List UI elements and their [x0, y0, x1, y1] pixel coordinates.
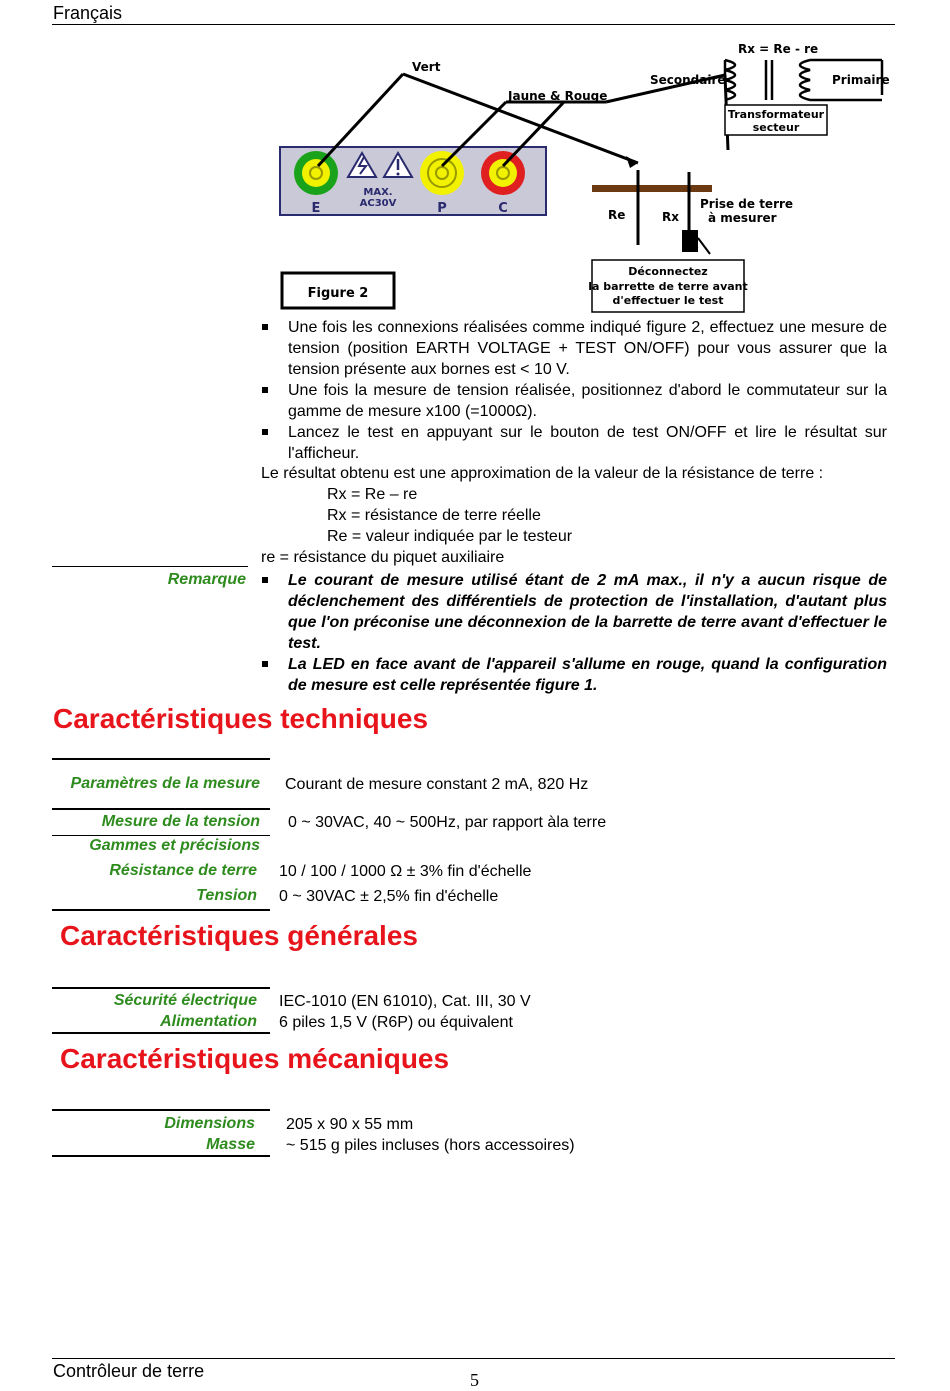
tech-rule-gammes	[52, 835, 270, 836]
label-primaire: Primaire	[832, 73, 890, 87]
formula: Rx = Re – re	[327, 486, 418, 503]
max-label: MAX.	[363, 187, 393, 198]
dim-label: Dimensions	[164, 1115, 255, 1132]
label-rx-formula: Rx = Re - re	[738, 42, 819, 56]
label-rx: Rx	[662, 210, 679, 224]
instruction-item: Une fois les connexions réalisées comme indiqué figure 2, effectuez une mesure de tension (position EARTH VOLTAGE + TEST ON/OFF) pour vous assurer que la tension présente aux bornes est < 10 V.	[262, 317, 887, 380]
label-transfo-1: Transformateur	[727, 108, 825, 121]
tension2-value: 0 ~ 30VAC ± 2,5% fin d'échelle	[279, 888, 499, 905]
resistance-value: 10 / 100 / 1000 Ω ± 3% fin d'échelle	[279, 863, 532, 880]
label-deconnect-1: Déconnectez	[628, 265, 708, 278]
meca-title: Caractéristiques mécaniques	[60, 1043, 450, 1074]
alim-label: Alimentation	[160, 1013, 257, 1030]
label-deconnect-3: d'effectuer le test	[612, 294, 724, 307]
label-transfo-2: secteur	[752, 121, 800, 134]
alim-value: 6 piles 1,5 V (R6P) ou équivalent	[279, 1014, 513, 1031]
footer-rule	[52, 1358, 895, 1359]
tension-label: Mesure de la tension	[101, 813, 260, 830]
label-secondaire: Secondaire	[650, 73, 726, 87]
tension2-label: Tension	[196, 887, 257, 904]
general-rule-top	[52, 987, 270, 989]
gammes-label: Gammes et précisions	[89, 837, 260, 854]
general-title: Caractéristiques générales	[60, 920, 418, 951]
instruction-item: Lancez le test en appuyant sur le bouton de test ON/OFF et lire le résultat sur l'afficheur.	[262, 422, 887, 464]
tech-rule-bottom	[52, 909, 270, 911]
figure-caption: Figure 2	[307, 286, 369, 301]
tech-title: Caractéristiques techniques	[53, 703, 429, 734]
terminal-p-label: P	[437, 201, 447, 216]
masse-value: ~ 515 g piles incluses (hors accessoires)	[286, 1137, 575, 1154]
general-rule-bottom	[52, 1032, 270, 1034]
tech-rule-mid	[52, 808, 270, 810]
terminal-c-inner	[489, 159, 517, 187]
label-jaune-rouge: Jaune & Rouge	[508, 89, 608, 103]
terminal-p-inner	[428, 159, 456, 187]
terminal-e-label: E	[311, 201, 321, 216]
terminal-c-label: C	[498, 201, 508, 216]
header-language: Français	[53, 3, 123, 23]
meca-rule-bottom	[52, 1155, 270, 1157]
page-number: 5	[470, 1370, 479, 1390]
result-intro: Le résultat obtenu est une approximation de la valeur de la résistance de terre :	[261, 465, 824, 482]
masse-label: Masse	[206, 1136, 255, 1153]
footer-product: Contrôleur de terre	[53, 1361, 205, 1381]
header-rule	[52, 24, 895, 25]
param-value: Courant de mesure constant 2 mA, 820 Hz	[285, 776, 589, 793]
instruction-list	[262, 317, 887, 464]
terminal-e-inner	[302, 159, 330, 187]
ground-bar	[592, 185, 712, 192]
remarque-list	[262, 570, 887, 696]
tension-value: 0 ~ 30VAC, 40 ~ 500Hz, par rapport àla terre	[288, 814, 607, 831]
meca-rule-top	[52, 1109, 270, 1111]
dim-value: 205 x 90 x 55 mm	[286, 1116, 414, 1133]
definition-re: Re = valeur indiquée par le testeur	[327, 528, 573, 545]
label-prise-2: à mesurer	[708, 211, 777, 225]
resistance-label: Résistance de terre	[109, 862, 257, 879]
definition-rx: Rx = résistance de terre réelle	[327, 507, 541, 524]
securite-value: IEC-1010 (EN 61010), Cat. III, 30 V	[279, 993, 531, 1010]
remarque-item: Le courant de mesure utilisé étant de 2 mA max., il n'y a aucun risque de déclenchement des différentiels de protection de l'installation, d'autant plus que l'on préconise une déconnexion de la barrette de terre avant d'effectuer le test.	[262, 570, 887, 654]
remarque-label: Remarque	[167, 571, 246, 588]
definition-re-small: re = résistance du piquet auxiliaire	[261, 549, 505, 566]
tech-rule-top	[52, 758, 270, 760]
ac30v-label: AC30V	[359, 198, 397, 209]
wiring-diagram	[270, 40, 900, 320]
label-vert: Vert	[412, 60, 441, 74]
instruction-item: Une fois la mesure de tension réalisée, positionnez d'abord le commutateur sur la gamme de mesure x100 (=1000Ω).	[262, 380, 887, 422]
securite-label: Sécurité électrique	[113, 992, 257, 1009]
remarque-rule	[52, 566, 248, 567]
remarque-item: La LED en face avant de l'appareil s'allume en rouge, quand la configuration de mesure est celle représentée figure 1.	[262, 654, 887, 696]
param-label: Paramètres de la mesure	[70, 775, 260, 792]
label-re: Re	[608, 208, 626, 222]
label-prise-1: Prise de terre	[700, 197, 794, 211]
label-deconnect-2: la barrette de terre avant	[588, 280, 748, 293]
